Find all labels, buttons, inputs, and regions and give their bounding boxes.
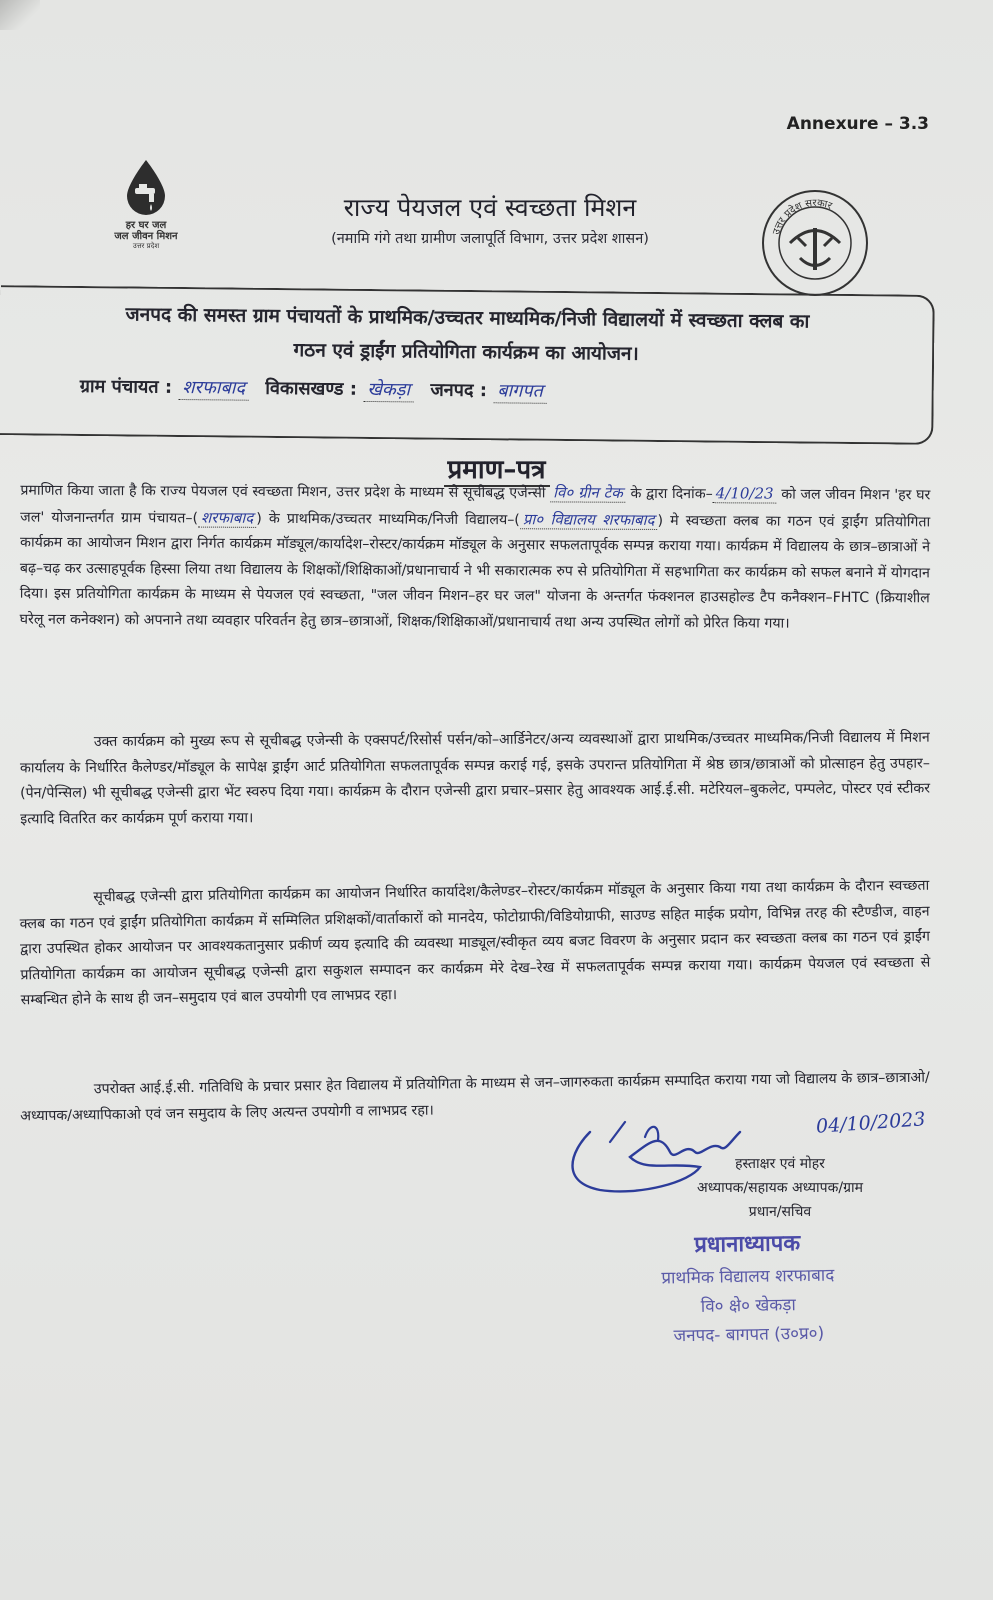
signature-caption-line1: हस्ताक्षर एवं मोहर — [735, 1156, 825, 1172]
stamp-line3: वि० क्षे० खेकड़ा — [700, 1295, 797, 1317]
stamp-line2: प्राथमिक विद्यालय शरफाबाद — [661, 1265, 835, 1289]
gram-panchayat-label: ग्राम पंचायत : — [79, 375, 173, 398]
location-fields — [80, 374, 557, 404]
certificate-title: प्रमाण–पत्र — [0, 450, 993, 486]
annexure-label: Annexure – 3.3 — [786, 114, 929, 134]
water-drop-tap-icon — [123, 158, 169, 216]
stamp-line4: जनपद- बागपत (उ०प्र०) — [673, 1323, 825, 1347]
signature-caption-line2: अध्यापक/सहायक अध्यापक/ग्राम — [697, 1180, 863, 1196]
para1-text5: ) मे स्वच्छता क्लब का गठन एवं ड्राईंग प्रतियोगिता कार्यक्रम का आयोजन मिशन द्वारा निर्गत कार्यक्रम मॉड्यूल/कार्यादेश–रोस्टर/कार्यक्रम मॉड्यूल के अनुसार सफलतापूर्वक सम्पन्न कराया गया। कार्यक्रम में विद्यालय के छात्र–छात्राओं ने बढ़–चढ़ कर उत्साहपूर्वक हिस्सा लिया तथा विद्यालय के शिक्षकों/शिक्षिकाओं/प्रधानाचार्य ने भी सकारात्मक रुप से प्रतियोगिता में सहभागिता कर कार्यक्रम को सफल बनाने में योगदान दिया। इस प्रतियोगिता कार्यक्रम के माध्यम से पेयजल एवं स्वच्छता, "जल जीवन मिशन–हर घर जल" योजना के अन्तर्गत फंक्शनल हाउसहोल्ड टैप कनैक्शन–FHTC (क्रियाशील घरेलू नल कनेक्शन) को अपनाने तथा व्यवहार परिवर्तन हेतु छात्र–छात्राओं, शिक्षक/शिक्षिकाओं/प्रधानाचार्य तथा अन्य उपस्थित लोगों को प्रेरित किया गया। — [19, 512, 931, 632]
para1-text3: को जल जीवन मिशन 'हर घर जल' योजनान्तर्गत ग्राम पंचायत–( — [20, 486, 931, 527]
stamp-line1: प्रधानाध्यापक — [694, 1231, 801, 1258]
signature-caption — [660, 1152, 900, 1224]
logo-text-line2: जल जीवन मिशन — [114, 231, 178, 242]
gram-panchayat-value: शरफाबाद — [178, 375, 249, 401]
school-name: प्रा० विद्यालय शरफाबाद — [520, 510, 658, 530]
organisation-header — [230, 190, 750, 248]
agency-name: वि० ग्रीन टेक — [550, 483, 626, 502]
logo-text-line1: हर घर जल — [125, 220, 167, 231]
paragraph-1 — [20, 478, 931, 638]
paragraph-2: उक्त कार्यक्रम को मुख्य रूप से सूचीबद्ध एजेन्सी के एक्सपर्ट/रिसोर्स पर्सन/को–आर्डिनेटर/अन्य व्यवस्थाओं द्वारा प्राथमिक/उच्चतर माध्यमिक/निजी विद्यालय में मिशन कार्यालय के निर्धारित कैलेण्डर/मॉड्यूल के सापेक्ष ड्राईंग आर्ट प्रतियोगिता सफलतापूर्वक सम्पन्न कराई गई, इसके उपरान्त प्रतियोगिता में श्रेष्ठ छात्र/छात्राओं को प्रोत्साहन हेतु उपहार–(पेन/पेन्सिल) भी सूचीबद्ध एजेन्सी द्वारा भेंट स्वरुप दिया गया। कार्यक्रम के दौरान एजेन्सी द्वारा प्रचार–प्रसार हेतु आवश्यक आई.ई.सी. मटेरियल–बुकलेट, पम्पलेट, पोस्टर एवं स्टीकर इत्यादि वितरित कर कार्यक्रम पूर्ण कराया गया। — [19, 729, 931, 827]
para1-text4: ) के प्राथमिक/उच्चतर माध्यमिक/निजी विद्यालय–( — [256, 510, 520, 528]
vikaskhand-value: खेकड़ा — [363, 377, 414, 403]
seal-text: उत्तर प्रदेश सरकार — [771, 197, 834, 236]
banner-line2: गठन एवं ड्राईंग प्रतियोगिता कार्यक्रम का आयोजन। — [293, 339, 639, 365]
vikaskhand-label: विकासखण्ड : — [265, 377, 358, 400]
para1-text1: प्रमाणित किया जाता है कि राज्य पेयजल एवं स्वच्छता मिशन, उत्तर प्रदेश के माध्यम से सूचीबद्ध एजेन्सी — [20, 482, 546, 502]
janpad-label: जनपद : — [430, 379, 488, 402]
page-fold-corner — [0, 0, 40, 30]
up-government-seal-icon — [760, 188, 870, 298]
logo-text-line3: उत्तर प्रदेश — [132, 242, 160, 250]
organisation-subtitle: (नमामि गंगे तथा ग्रामीण जलापूर्ति विभाग, उत्तर प्रदेश शासन) — [331, 231, 649, 247]
paragraph-4: उपरोक्त आई.ई.सी. गतिविधि के प्रचार प्रसार हेत विद्यालय में प्रतियोगिता के माध्यम से जन–जागरुकता कार्यक्रम सम्पादित कराया गया जो विद्यालय के छात्र–छात्राओ/अध्यापक/अध्यापिकाओ एवं जन समुदाय के लिए अत्यन्त उपयोगी व लाभप्रद रहा। — [20, 1069, 930, 1124]
signature-caption-line3: प्रधान/सचिव — [748, 1204, 812, 1220]
program-date: 4/10/23 — [713, 484, 777, 503]
organisation-name: राज्य पेयजल एवं स्वच्छता मिशन — [343, 193, 637, 222]
banner-line1: जनपद की समस्त ग्राम पंचायतों के प्राथमिक/उच्चतर माध्यमिक/निजी विद्यालयों में स्वच्छता क्लब का — [125, 303, 810, 333]
jal-jeevan-mission-logo — [100, 158, 192, 251]
para1-text2: के द्वारा दिनांक– — [630, 485, 713, 503]
program-banner — [0, 285, 935, 445]
janpad-value: बागपत — [493, 378, 547, 404]
gram-panchayat-name: शरफाबाद — [198, 508, 256, 527]
headmaster-stamp — [607, 1226, 889, 1348]
paragraph-3: सूचीबद्ध एजेन्सी द्वारा प्रतियोगिता कार्यक्रम का आयोजन निर्धारित कार्यादेश/कैलेण्डर–रोस्टर/कार्यक्रम मॉड्यूल के अनुसार किया गया तथा कार्यक्रम के दौरान स्वच्छता क्लब का गठन एवं ड्राईंग प्रतियोगिता कार्यक्रम में सम्मिलित प्रशिक्षकों/वार्ताकारों को मानदेय, फोटोग्राफी/विडियोग्राफी, साउण्ड सहित माईक प्रयोग, विभिन्न तरह की स्टैण्डीज, वाहन द्वारा उपस्थित होकर आयोजन पर आवश्यकतानुसार प्रकीर्ण व्यय इत्यादि की व्यवस्था माड्यूल/स्वीकृत व्यय बजट विवरण के अनुसार प्रदान कर स्वच्छता क्लब का गठन एवं ड्राईंग प्रतियोगिता कार्यक्रम का आयोजन सूचीबद्ध एजेन्सी द्वारा सकुशल सम्पादन कर कार्यक्रम मेरे देख–रेख में सफलतापूर्वक सम्पन्न कराया गया। कार्यक्रम पेयजल एवं स्वच्छता से सम्बन्धित होने के साथ ही जन–समुदाय एवं बाल उपयोगी एव लाभप्रद रहा। — [19, 877, 931, 1009]
signature-date: 04/10/2023 — [815, 1108, 927, 1138]
